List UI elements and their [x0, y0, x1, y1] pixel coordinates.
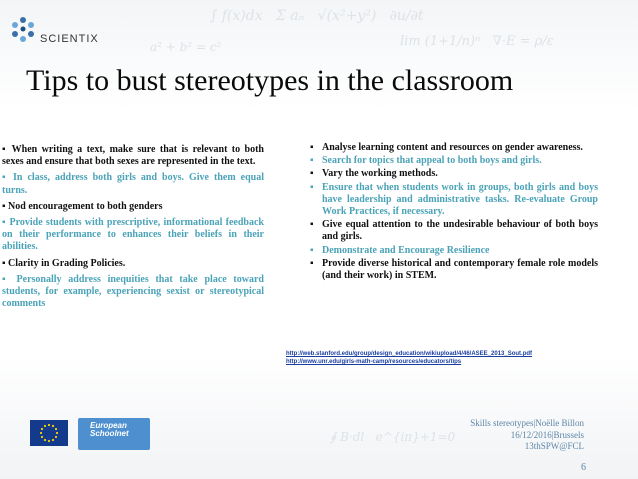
bullet-marker: ▪	[310, 168, 314, 180]
tip-item: ▪ Personally address inequities that take place toward students, for example, experiencing sexist or stereotypical comments	[2, 273, 264, 310]
bullet-marker: ▪	[310, 257, 314, 269]
european-schoolnet-logo	[78, 418, 150, 450]
eu-flag-logo	[30, 420, 68, 446]
tip-item	[310, 182, 598, 219]
footer-logos	[30, 418, 150, 450]
tip-item	[310, 155, 598, 167]
page-number: 6	[581, 462, 586, 473]
scientix-logo-text: SCIENTIX	[40, 33, 99, 45]
credits-line1: Skills stereotypes|Noëlle Billon	[470, 418, 584, 428]
tip-text: Demonstrate and Encourage Resilience	[322, 244, 490, 256]
tip-text: Give equal attention to the undesirable behaviour of both boys and girls.	[322, 219, 598, 243]
reference-link[interactable]: http://www.unr.edu/girls-math-camp/resources/educators/tips	[286, 358, 462, 365]
bullet-marker: ▪	[310, 244, 314, 256]
tip-item	[310, 219, 598, 243]
right-tips-column	[310, 142, 598, 283]
bullet-marker: ▪	[310, 155, 314, 167]
bullet-marker: ▪	[310, 181, 314, 193]
decorative-formula: a² + b² = c²	[150, 40, 222, 54]
bullet-marker: ▪	[310, 142, 314, 153]
tip-text: Provide diverse historical and contemporary female role models (and their work) in STEM.	[322, 257, 598, 281]
reference-link[interactable]: http://web.stanford.edu/group/design_education/wikiupload/4/46/ASEE_2013_Sout.pdf	[286, 351, 533, 357]
tip-text: Search for topics that appeal to both boys and girls.	[322, 155, 542, 167]
eschoolnet-line1: European	[90, 421, 127, 430]
tip-item: ▪ Provide students with prescriptive, informational feedback on their performance to enhances their beliefs in their abilities.	[2, 216, 264, 253]
scientix-logo-icon	[8, 14, 38, 44]
credits-line3: 13thSPW@FCL	[524, 441, 584, 452]
decorative-formula: ∫ f(x)dx Σ aₙ √(x²+y²) ∂u/∂t	[210, 8, 424, 24]
slide-title: Tips to bust stereotypes in the classroom	[26, 64, 514, 97]
tip-text: Ensure that when students work in groups, both girls and boys have leadership and administrative tasks. Re-evaluate Group Work Practices, if necessary.	[322, 181, 598, 217]
left-tips-column	[2, 144, 264, 314]
tip-item: ▪ In class, address both girls and boys. Give them equal turns.	[2, 172, 264, 196]
bullet-marker: ▪	[310, 219, 314, 231]
tip-item: ▪ When writing a text, make sure that is relevant to both sexes and ensure that both sexes are represented in the text.	[2, 144, 264, 168]
tip-item	[310, 245, 598, 257]
tip-item: ▪ Nod encouragement to both genders	[2, 200, 163, 212]
slide-credits	[470, 418, 584, 453]
eu-stars-icon	[30, 420, 68, 446]
credits-line2: 16/12/2016|Brussels	[510, 429, 584, 440]
decorative-formula: ∮ B·dl e^{iπ}+1=0	[330, 430, 456, 444]
tip-text: Vary the working methods.	[322, 168, 438, 180]
tip-item	[310, 168, 598, 180]
tip-item	[310, 258, 598, 282]
reference-links	[286, 351, 606, 367]
tip-item	[310, 142, 598, 154]
eschoolnet-line2: Schoolnet	[90, 429, 129, 439]
scientix-logo	[8, 14, 128, 50]
footer-background	[0, 355, 638, 479]
tip-text: Analyse learning content and resources on gender awareness.	[322, 142, 583, 153]
decorative-formula: lim (1+1/n)ⁿ ∇·E = ρ/ε	[400, 34, 554, 49]
tip-item: ▪ Clarity in Grading Policies.	[2, 257, 126, 269]
